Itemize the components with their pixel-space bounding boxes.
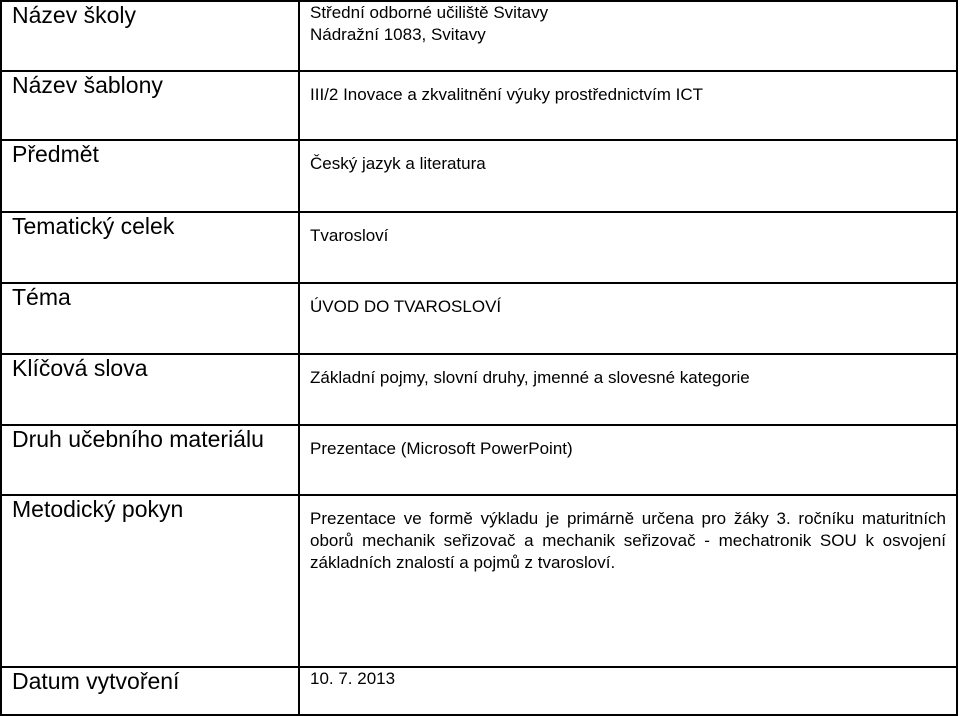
row-label-thematic-unit: Tematický celek bbox=[1, 212, 299, 283]
table-row bbox=[1, 212, 957, 283]
school-name-line: Střední odborné učiliště Svitavy bbox=[310, 3, 549, 22]
row-label-methodical-note: Metodický pokyn bbox=[1, 495, 299, 667]
row-label-topic: Téma bbox=[1, 283, 299, 354]
row-value-template-name: III/2 Inovace a zkvalitnění výuky prostřednictvím ICT bbox=[299, 71, 957, 140]
row-label-material-type: Druh učebního materiálu bbox=[1, 425, 299, 495]
row-value-material-type: Prezentace (Microsoft PowerPoint) bbox=[299, 425, 957, 495]
school-address-line: Nádražní 1083, Svitavy bbox=[310, 25, 486, 44]
table-row bbox=[1, 140, 957, 212]
row-value-school-name bbox=[299, 1, 957, 71]
table-row bbox=[1, 283, 957, 354]
table-row bbox=[1, 71, 957, 140]
row-value-thematic-unit: Tvarosloví bbox=[299, 212, 957, 283]
row-value-methodical-note: Prezentace ve formě výkladu je primárně určena pro žáky 3. ročníku maturitních oborů mechanik seřizovač a mechanik seřizovač - mechatronik SOU k osvojení základních znalostí a pojmů z tvarosloví. bbox=[299, 495, 957, 667]
row-label-school-name: Název školy bbox=[1, 1, 299, 71]
row-label-subject: Předmět bbox=[1, 140, 299, 212]
row-value-topic: ÚVOD DO TVAROSLOVÍ bbox=[299, 283, 957, 354]
table-row bbox=[1, 425, 957, 495]
table-row bbox=[1, 354, 957, 425]
row-value-creation-date: 10. 7. 2013 bbox=[299, 667, 957, 715]
row-label-creation-date: Datum vytvoření bbox=[1, 667, 299, 715]
row-value-subject: Český jazyk a literatura bbox=[299, 140, 957, 212]
row-label-template-name: Název šablony bbox=[1, 71, 299, 140]
table-row bbox=[1, 1, 957, 71]
row-label-keywords: Klíčová slova bbox=[1, 354, 299, 425]
table-row bbox=[1, 667, 957, 715]
row-value-keywords: Základní pojmy, slovní druhy, jmenné a slovesné kategorie bbox=[299, 354, 957, 425]
table-row bbox=[1, 495, 957, 667]
